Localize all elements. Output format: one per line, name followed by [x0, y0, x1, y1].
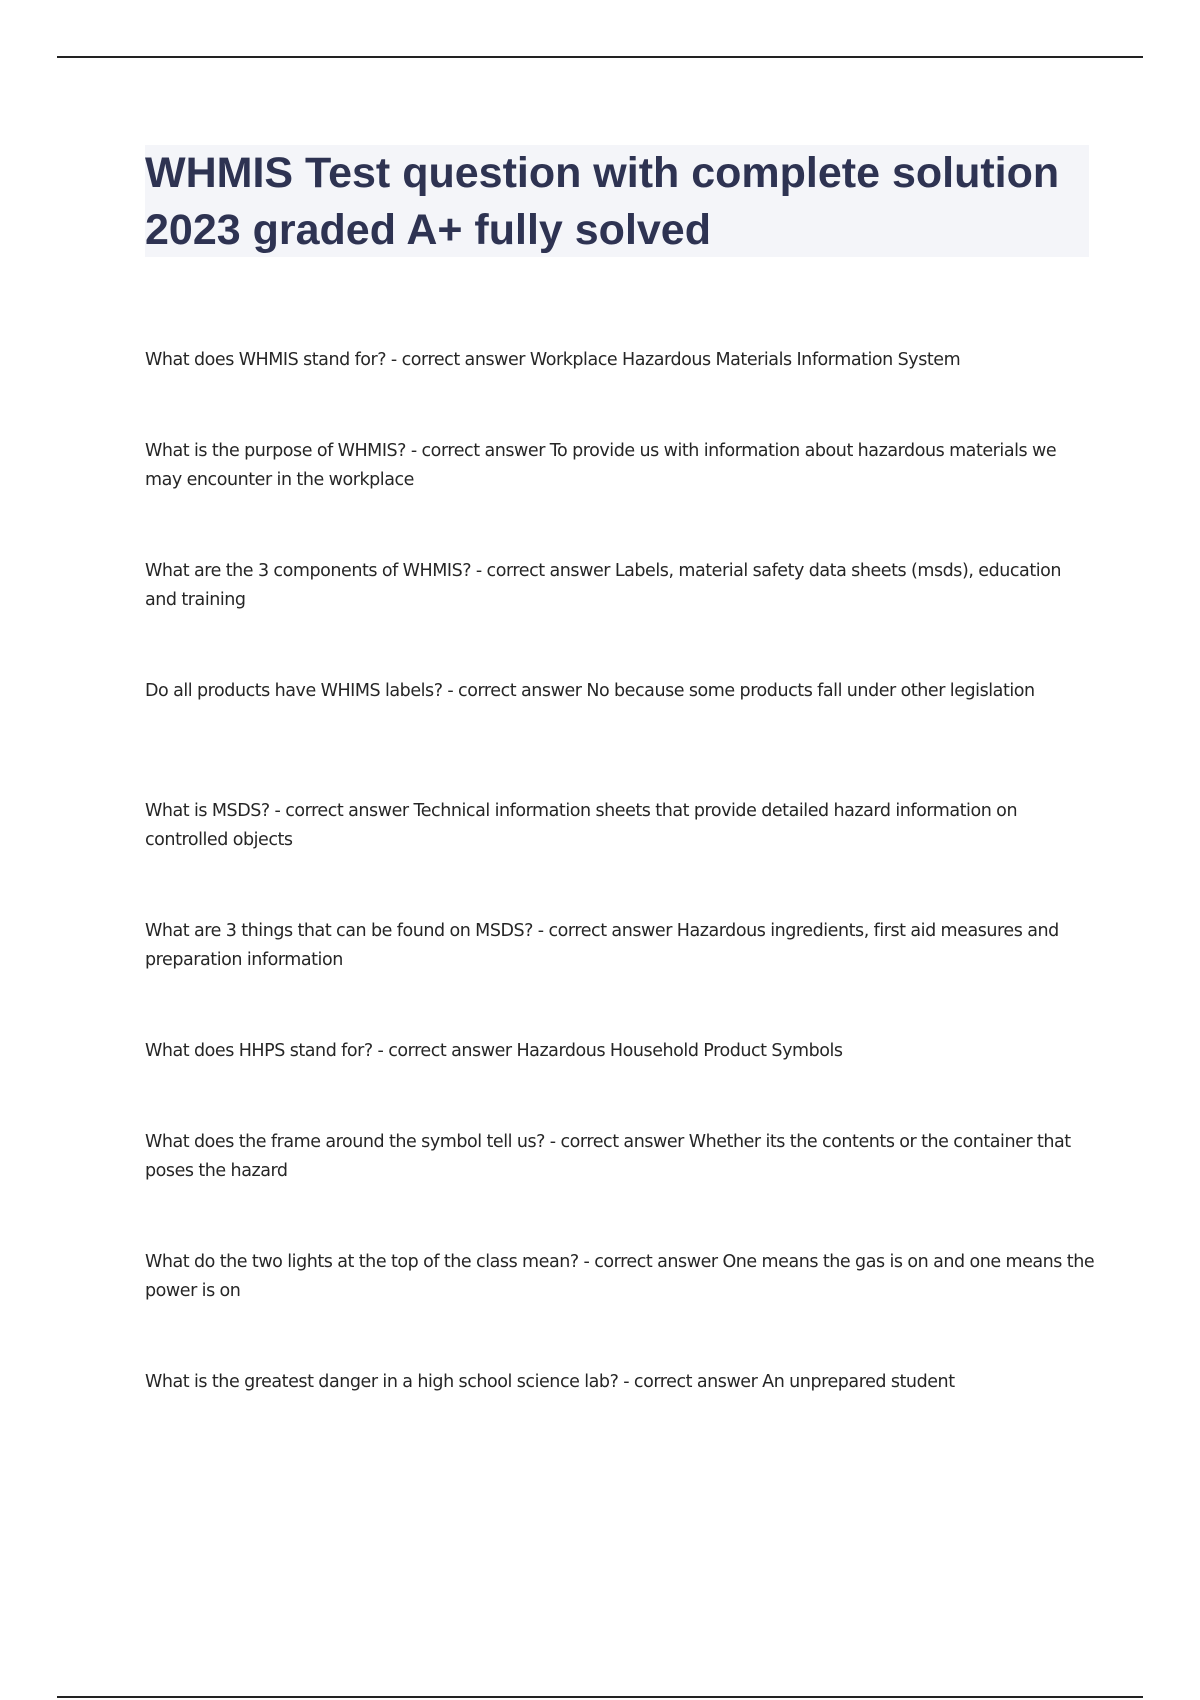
qa-item: What do the two lights at the top of the class mean? - correct answer One means the gas is on and one means the power is on: [145, 1252, 1095, 1301]
qa-item: What does HHPS stand for? - correct answer Hazardous Household Product Symbols: [145, 1041, 843, 1061]
document-title: WHMIS Test question with complete solution 2023 graded A+ fully solved: [145, 149, 1060, 254]
qa-item: What is the greatest danger in a high school science lab? - correct answer An unprepared student: [145, 1372, 955, 1392]
qa-item: What is the purpose of WHMIS? - correct answer To provide us with information about hazardous materials we may encounter in the workplace: [145, 441, 1057, 490]
qa-item: What does the frame around the symbol tell us? - correct answer Whether its the contents or the container that poses the hazard: [145, 1132, 1071, 1181]
qa-item: What is MSDS? - correct answer Technical information sheets that provide detailed hazard information on controlled objects: [145, 801, 1018, 850]
title-block: [145, 145, 1089, 257]
qa-item: What are the 3 components of WHMIS? - correct answer Labels, material safety data sheets (msds), education and training: [145, 561, 1062, 610]
qa-item: What are 3 things that can be found on MSDS? - correct answer Hazardous ingredients, first aid measures and preparation information: [145, 921, 1059, 970]
top-rule: [57, 56, 1143, 58]
qa-item: Do all products have WHIMS labels? - correct answer No because some products fall under other legislation: [145, 681, 1035, 701]
bottom-rule: [57, 1696, 1143, 1698]
qa-item: What does WHMIS stand for? - correct answer Workplace Hazardous Materials Information System: [145, 350, 961, 370]
qa-list: [145, 346, 1095, 1459]
